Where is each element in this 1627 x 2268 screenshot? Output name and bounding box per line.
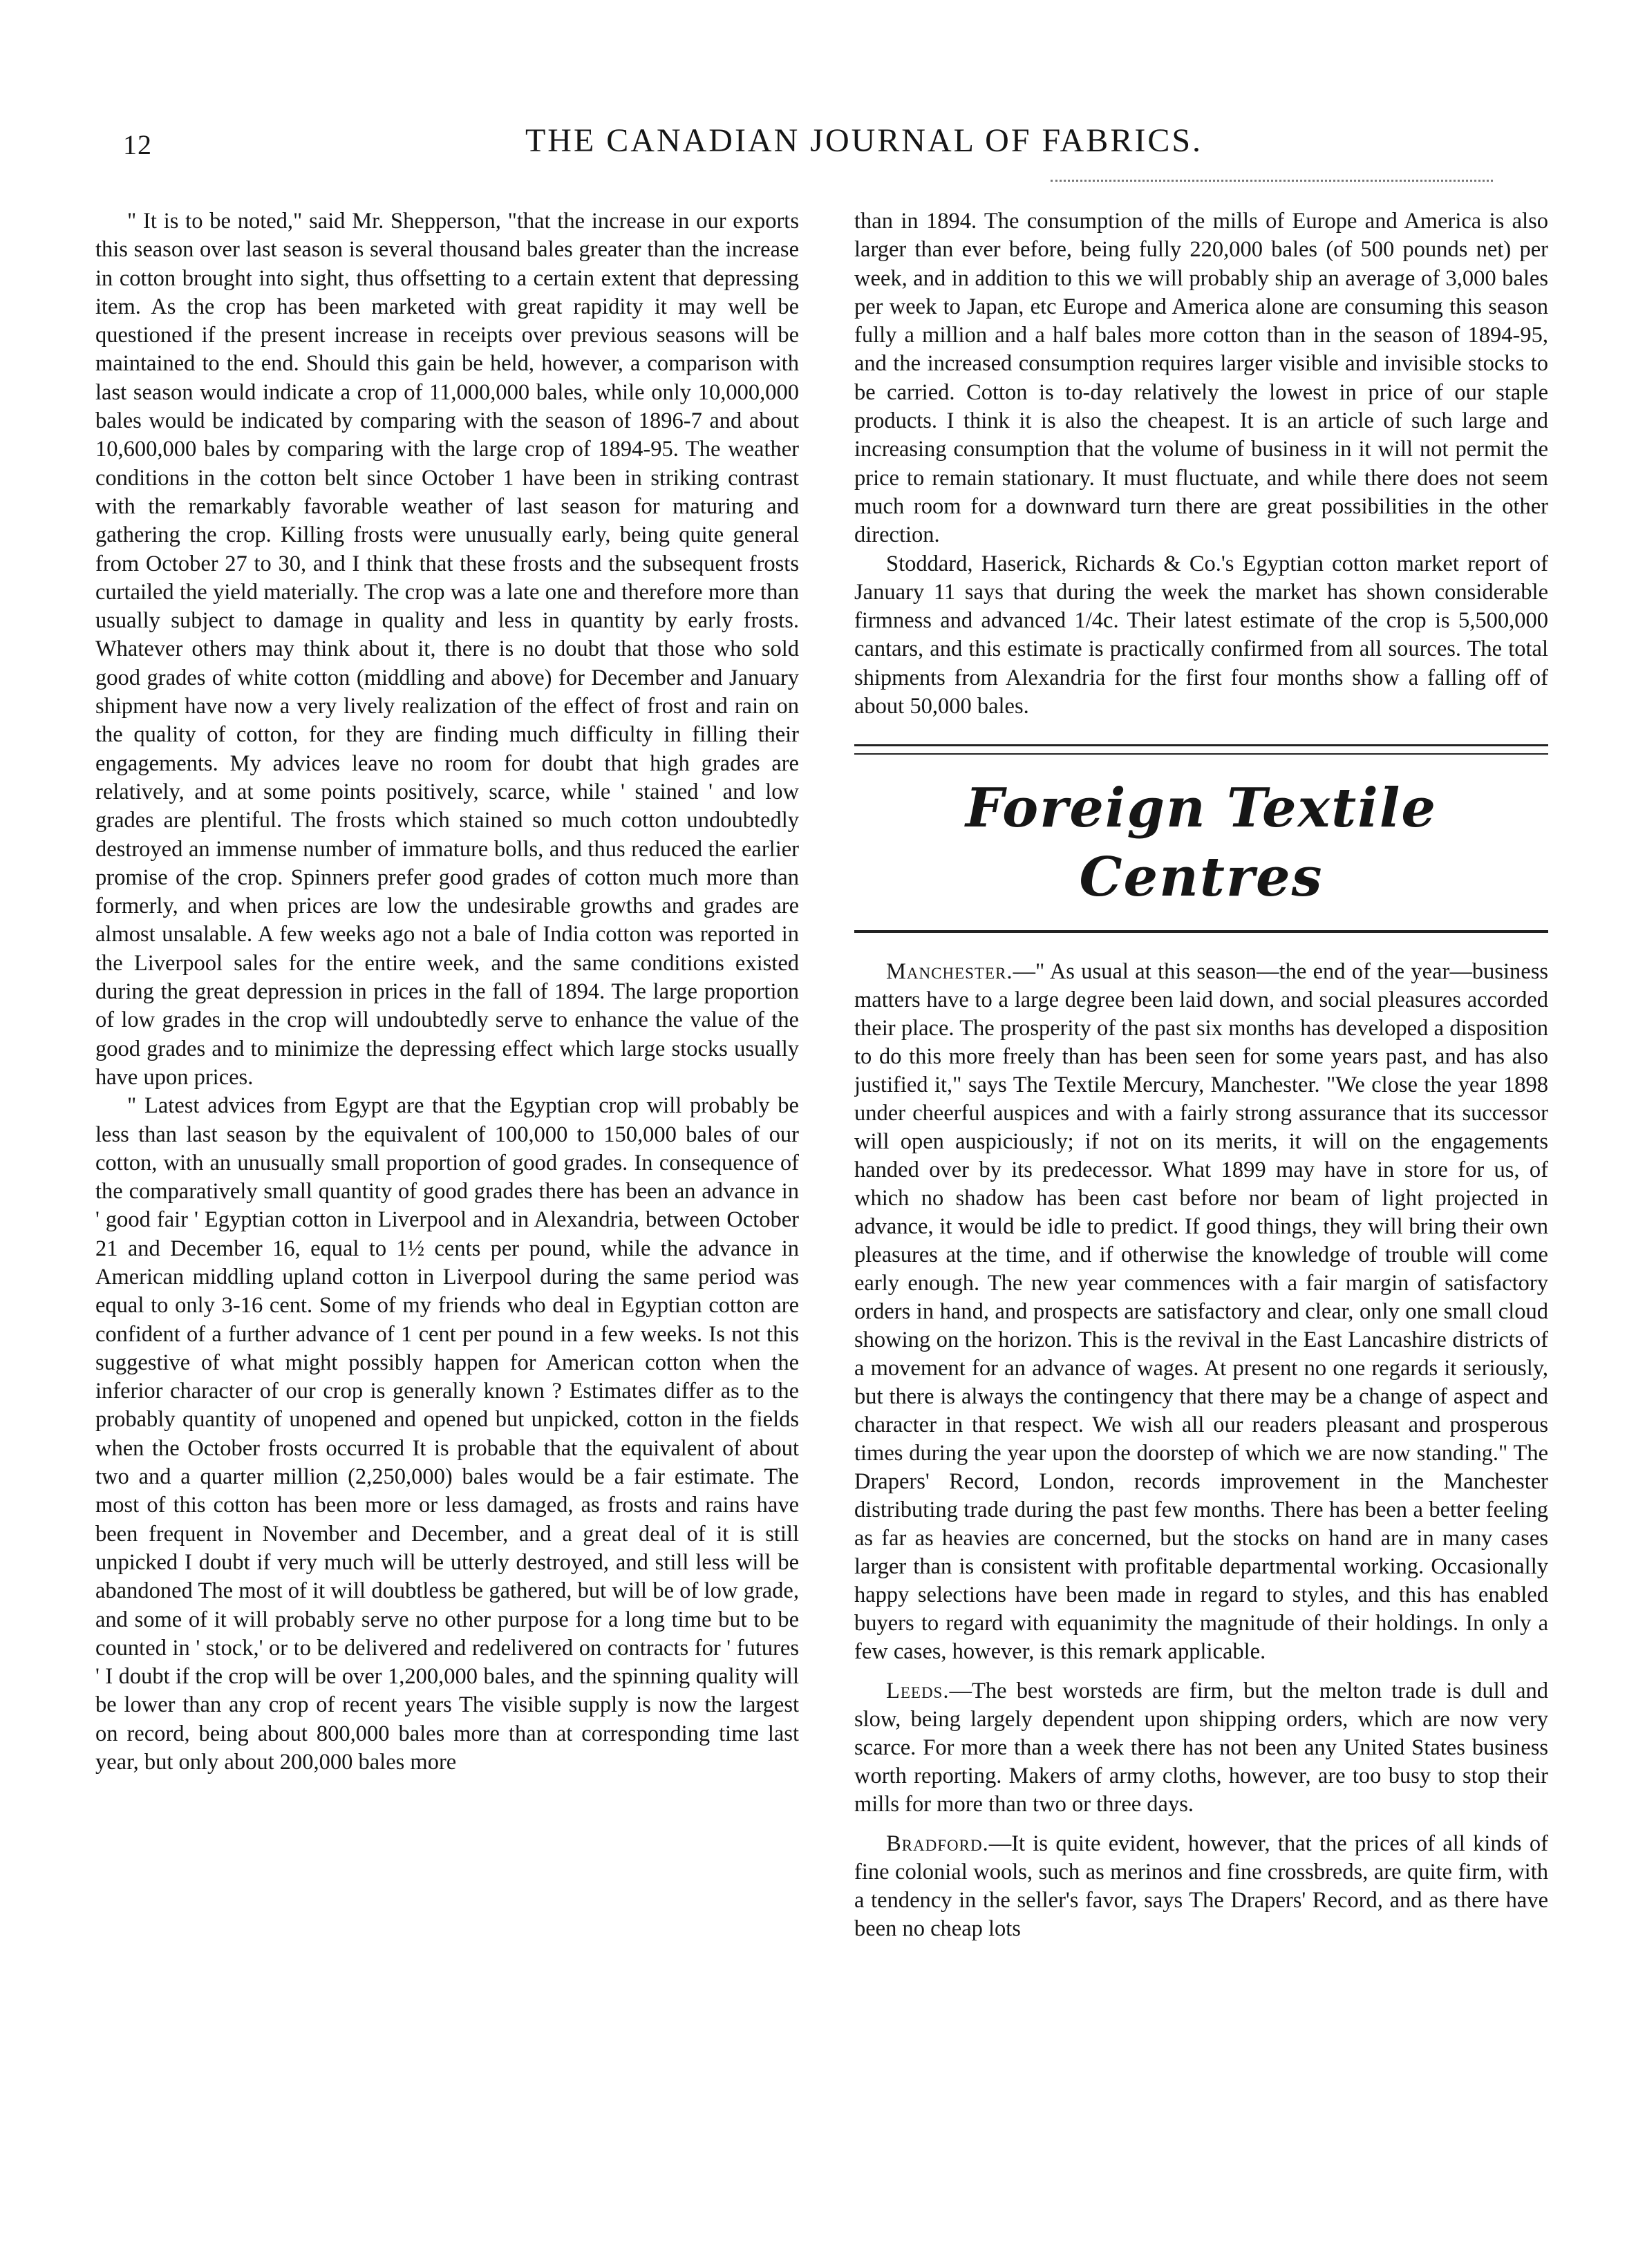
paragraph-leeds [854,1677,1548,1819]
bradford-text: —It is quite evident, however, that the prices of all kinds of fine colonial wools, such as merinos and fine crossbreds, are quite firm, with a tendency in the seller's favor, says The Drapers' Record, and as there have been no cheap lots [854,1831,1548,1942]
section-title: Foreign Textile Centres [965,777,1438,909]
right-column [854,207,1548,2211]
paragraph-egypt-advices: " Latest advices from Egypt are that the Egyptian crop will probably be less than last season by the equivalent of 100,000 to 150,000 bales of our cotton, with an unusually small proportion of good grades. In consequence of the comparatively small quantity of good grades there has been an advance in ' good fair ' Egyptian cotton in Liverpool and in Alexandria, between October 21 and December 16, equal to 1½ cents per pound, while the advance in American middling upland cotton in Liverpool during the same period was equal to only 3-16 cent. Some of my friends who deal in Egyptian cotton are confident of a further advance of 1 cent per pound in a few weeks. Is not this suggestive of what might possibly happen for American cotton when the inferior character of our crop is generally known ? Estimates differ as to the probably quantity of unopened and opened but unpicked, cotton in the fields when the October frosts occurred It is probable that the equivalent of about two and a quarter million (2,250,000) bales would be a fair estimate. The most of this cotton has been more or less damaged, as frosts and rains have been frequent in November and December, and a great deal of it is still unpicked I doubt if very much will be utterly destroyed, and still less will be abandoned The most of it will doubtless be gathered, but will be of low grade, and some of it will probably serve no other purpose for a long time but to be counted in ' stock,' or to be delivered and redelivered on contracts for ' futures ' I doubt if the crop will be over 1,200,000 bales, and the spinning quality will be lower than any crop of recent years The visible supply is now the largest on record, being about 800,000 bales more than at corresponding time last year, but only about 200,000 bales more [95,1093,799,1775]
paragraph-stoddard-report: Stoddard, Haserick, Richards & Co.'s Egyptian cotton market report of January 11 says that during the week the market has shown considerable firmness and advanced 1/4c. Their latest estimate of the crop is 5,500,000 cantars, and this estimate is practically confirmed from all sources. The total shipments from Alexandria for the first four months show a falling off of about 50,000 bales. [854,551,1548,719]
section-rule-top [854,744,1548,755]
leeds-text: —The best worsteds are firm, but the melton trade is dull and slow, being largely dependent upon shipping orders, which are now very scarce. For more than a week there has not been any United States business worth reporting. Makers of army cloths, however, are too busy to stop their mills for more than two or three days. [854,1679,1548,1817]
left-column [95,207,799,2211]
section-rule-bottom [854,930,1548,933]
manchester-label: Manchester. [886,959,1013,985]
bradford-label: Bradford. [886,1831,989,1857]
journal-title: THE CANADIAN JOURNAL OF FABRICS. [525,122,1203,159]
header-dotted-rule [1051,180,1493,182]
paragraph-gap [854,1819,1548,1830]
manchester-text: —" As usual at this season—the end of the year—business matters have to a large degree been laid down, and social pleasures accorded their place. The prosperity of the past six months has developed a disposition to do this more freely than has been seen for some years past, and has also justified it," says The Textile Mercury, Manchester. "We close the year 1898 under cheerful auspices and with a fairly strong assurance that its successor will open auspiciously; if not on its merits, it will on the engagements handed over by its predecessor. What 1899 may have in store for us, of which no shadow has been cast before nor beam of light projected in advance, it would be idle to predict. If good things, they will bring their own pleasures at the time, and if otherwise the knowledge of trouble will come early enough. The new year commences with a fair margin of satisfactory orders in hand, and prospects are satisfactory and clear, only one small cloud showing on the horizon. This is the revival in the East Lancashire districts of a movement for an advance of wages. At present no one regards it seriously, but there is always the contingency that there may be a change of aspect and character in that respect. We wish all our readers pleasant and prosperous times during the year upon the doorstep of which we are now standing." The Drapers' Record, London, records improvement in the Manchester distributing trade during the past few months. There has been a better feeling as far as heavies are concerned, but the stocks on hand are in many cases larger than is consistent with profitable departmental working. Occasionally happy selections have been made in regard to styles, and this has enabled buyers to regard with equanimity the magnitude of their holdings. In only a few cases, however, is this remark applicable. [854,959,1548,1665]
paragraph-shepperson-frost: " It is to be noted," said Mr. Shepperson, "that the increase in our exports this season over last season is several thousand bales greater than the increase in cotton brought into sight, thus offsetting to a certain extent that depressing item. As the crop has been marketed with great rapidity it may well be questioned if the present increase in receipts over previous seasons will be maintained to the end. Should this gain be held, however, a comparison with last season would indicate a crop of 11,000,000 bales, while only 10,000,000 bales would be indicated by comparing with the season of 1896-7 and about 10,600,000 bales by comparing with the large crop of 1894-95. The weather conditions in the cotton belt since October 1 have been in striking contrast with the remarkably favorable weather of last season for maturing and gathering the crop. Killing frosts were unusually early, being quite general from October 27 to 30, and I think that these frosts and the subsequent frosts curtailed the yield materially. The crop was a late one and therefore more than usually subject to damage in quality and less in quantity by early frosts. Whatever others may think about it, there is no doubt that those who sold good grades of white cotton (middling and above) for December and January shipment have now a very lively realization of the effect of frost and rain on the quality of cotton, for they are finding much difficulty in filling their engagements. My advices leave no room for doubt that high grades are relatively, and at some points positively, scarce, while ' stained ' and low grades are plentiful. The frosts which stained so much cotton undoubtedly destroyed an immense number of immature bolls, and thus reduced the earlier promise of the crop. Spinners prefer good grades of cotton much more than formerly, and when prices are low the undesirable growths and grades are almost unsalable. A few weeks ago not a bale of India cotton was reported in the Liverpool sales for the entire week, and the same conditions existed during the great depression in prices in the fall of 1894. The large proportion of low grades in the crop will undoubtedly serve to enhance the value of the good grades and to minimize the depressing effect which large stocks usually have upon prices. [95,209,799,1090]
paragraph-consumption-continued: than in 1894. The consumption of the mills of Europe and America is also larger than ever before, being fully 220,000 bales (of 500 pounds net) per week, and in addition to this we will probably ship an average of 3,000 bales per week to Japan, etc Europe and America alone are consuming this season fully a million and a half bales more cotton than in the season of 1894-95, and the increased consumption requires larger visible and invisible stocks to be carried. Cotton is to-day relatively the lowest in price of our staple products. I think it is also the cheapest. It is an article of such large and increasing consumption that the volume of business in it will not permit the price to remain stationary. It must fluctuate, and while there does not seem much room for a downward turn there are great possibilities in the other direction. [854,209,1548,548]
leeds-label: Leeds. [886,1679,950,1704]
paragraph-manchester [854,958,1548,1666]
paragraph-bradford [854,1830,1548,1943]
page-number: 12 [123,129,152,160]
paragraph-gap [854,1666,1548,1677]
